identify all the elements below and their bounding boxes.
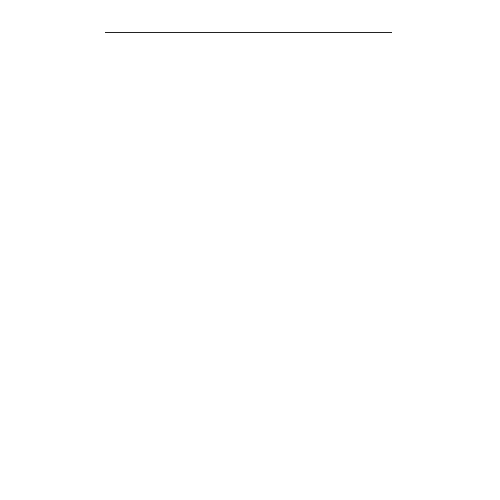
running-header: [105, 16, 392, 33]
toc-page: [105, 16, 392, 39]
